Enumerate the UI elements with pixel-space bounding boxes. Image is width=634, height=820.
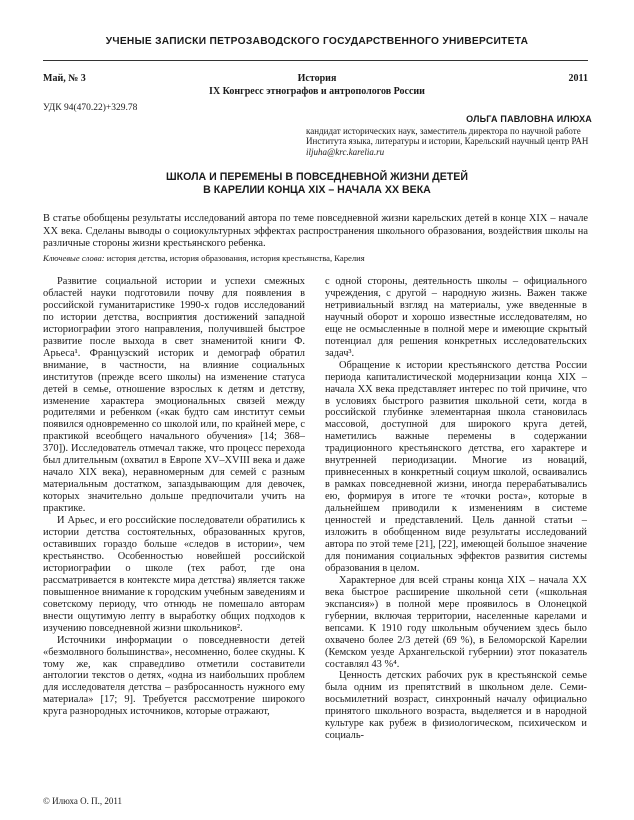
author-email: iljuha@krc.karelia.ru bbox=[306, 146, 385, 157]
paragraph: Развитие социальной истории и успехи смежных областей науки подготовили почву для появления в российской гуманитаристике 1990-х годов исследований по истории детства, восприятия достижений западной историографии этого направления, получившей быстрое развитие после выхода в свет знаменитой книги Ф. Арьеса¹. Французский историк и демограф обратил внимание, в частности, на влияние социальных институтов (прежде всего школы) на изменение статуса детей в семье, отношение взрослых к детям и детству, изменение характера эмоциональных связей между родителями и ребенком («как будто сам институт семьи появился одновременно со школой или, по крайней мере, с практикой всеобщего начального обучения» [14; 368–370]). Исследователь отмечал также, что процесс перехода был длительным (охватил в Европе XV–XVIII века и даже начало XIX века), неравномерным для семей с разным материальным достатком, запаздывающим для девочек, которых значительно дольше предпочитали учить на практике. bbox=[43, 276, 305, 515]
journal-title: УЧЕНЫЕ ЗАПИСКИ ПЕТРОЗАВОДСКОГО ГОСУДАРСТВЕННОГО УНИВЕРСИТЕТА bbox=[105, 36, 529, 47]
author-name: ОЛЬГА ПАВЛОВНА ИЛЮХА bbox=[466, 114, 592, 124]
abstract: В статье обобщены результаты исследований автора по теме повседневной жизни карельских детей в конце XIX – начале XX века. Сделаны выводы о социокультурных эффектах распространения школьного образования, воздействия школы на различные стороны жизни крестьянского ребенка. bbox=[43, 213, 588, 250]
copyright: © Илюха О. П., 2011 bbox=[43, 796, 122, 806]
author-affiliation: кандидат исторических наук, заместитель директора по научной работе Института языка, литературы и истории, Карельский научный центр РАН bbox=[306, 125, 589, 147]
paragraph: Ценность детских рабочих рук в крестьянской семье была одним из препятствий в школьном деле. Семи-восьмилетний возраст, синхронный началу официально принятого школьного возраста, выделяется и в народной культуре как рубеж в физиологическом, психическом и социаль- bbox=[325, 670, 587, 742]
paragraph: Характерное для всей страны конца XIX – начала XX века быстрое расширение школьной сети («школьная экспансия») в полной мере проявилось в Олонецкой губернии, включая территории, населенные карелами и вепсами. К 1910 году школьным обучением здесь было охвачено более 2/3 детей (69 %), в Беломорской Карелии (Кемском уезде Архангельской губернии) этот показатель составлял 43 %⁴. bbox=[325, 574, 587, 670]
header-rule bbox=[43, 60, 588, 61]
paragraph: Обращение к истории крестьянского детства России периода капиталистической модернизации конца XIX – начала XX века представляет интерес по той причине, что в условиях быстрого развития школьной сети, когда в российской глубинке элементарная школа становилась массовой, доступной для широкого круга детей, наметились важные перемены в содержании традиционного крестьянского детства, его характере и внутренней периодизации. Многие из новаций, привнесенных в конкретный социум школой, осваивались в рамках повседневной жизни, иногда перерабатывались ею, формируя в итоге те «точки роста», которые в дальнейшем приводили к изменениям в системе ценностей и представлений. Цель данной статьи – изложить в обобщенном виде результаты исследований автора по этой теме [21], [22], имеющей большое значение для понимания социальных эффектов развития системы образования в целом. bbox=[325, 359, 587, 574]
paragraph: с одной стороны, деятельность школы – официального учреждения, с другой – народную жизнь. Важен также нетривиальный взгляд на материалы, уже введенные в научный оборот и хорошо известные исследователям, но еще не осмысленные в полной мере и имеющие скрытый потенциал для решения конкретных исследовательских задач³. bbox=[325, 276, 587, 359]
section-label: История bbox=[297, 73, 337, 84]
article-title-line-1: ШКОЛА И ПЕРЕМЕНЫ В ПОВСЕДНЕВНОЙ ЖИЗНИ ДЕТЕЙ bbox=[166, 171, 468, 183]
paragraph: И Арьес, и его российские последователи обратились к истории детства состоятельных, образованных кругов, оставивших гораздо больше «следов в истории», чем крестьянство. Особенностью новейшей российской историографии о школе (тех работ, где она рассматривается в контексте мира детства) является также повышенное внимание к городским учебным заведениям и советскому периоду, что отнюдь не помешало авторам внести ощутимую лепту в выработку общих подходов к изучению повседневной жизни школьников². bbox=[43, 515, 305, 634]
keywords-text: история детства, история образования, история крестьянства, Карелия bbox=[106, 253, 365, 263]
article-title-line-2: В КАРЕЛИИ КОНЦА XIX – НАЧАЛА XX ВЕКА bbox=[203, 184, 431, 196]
body-column-right bbox=[325, 276, 587, 742]
congress-label: IX Конгресс этнографов и антропологов России bbox=[209, 86, 425, 97]
paragraph: Источники информации о повседневности детей «безмолвного большинства», несомненно, более скудны. К тому же, как справедливо отметили составители антологии текстов о детях, «одна из наибольших проблем для исследователя детства – разбросанность нужного ему материала» [17; 9]. Требуется рассмотрение широкого круга разнородных источников, которые отражают, bbox=[43, 634, 305, 718]
keywords bbox=[43, 253, 588, 264]
body-column-left bbox=[43, 276, 305, 718]
issue-label: Май, № 3 bbox=[43, 73, 86, 84]
year-label: 2011 bbox=[568, 73, 588, 84]
article-title bbox=[60, 171, 574, 197]
author-block bbox=[306, 114, 592, 157]
udk-code: УДК 94(470.22)+329.78 bbox=[43, 103, 138, 113]
keywords-label: Ключевые слова: bbox=[43, 253, 105, 263]
